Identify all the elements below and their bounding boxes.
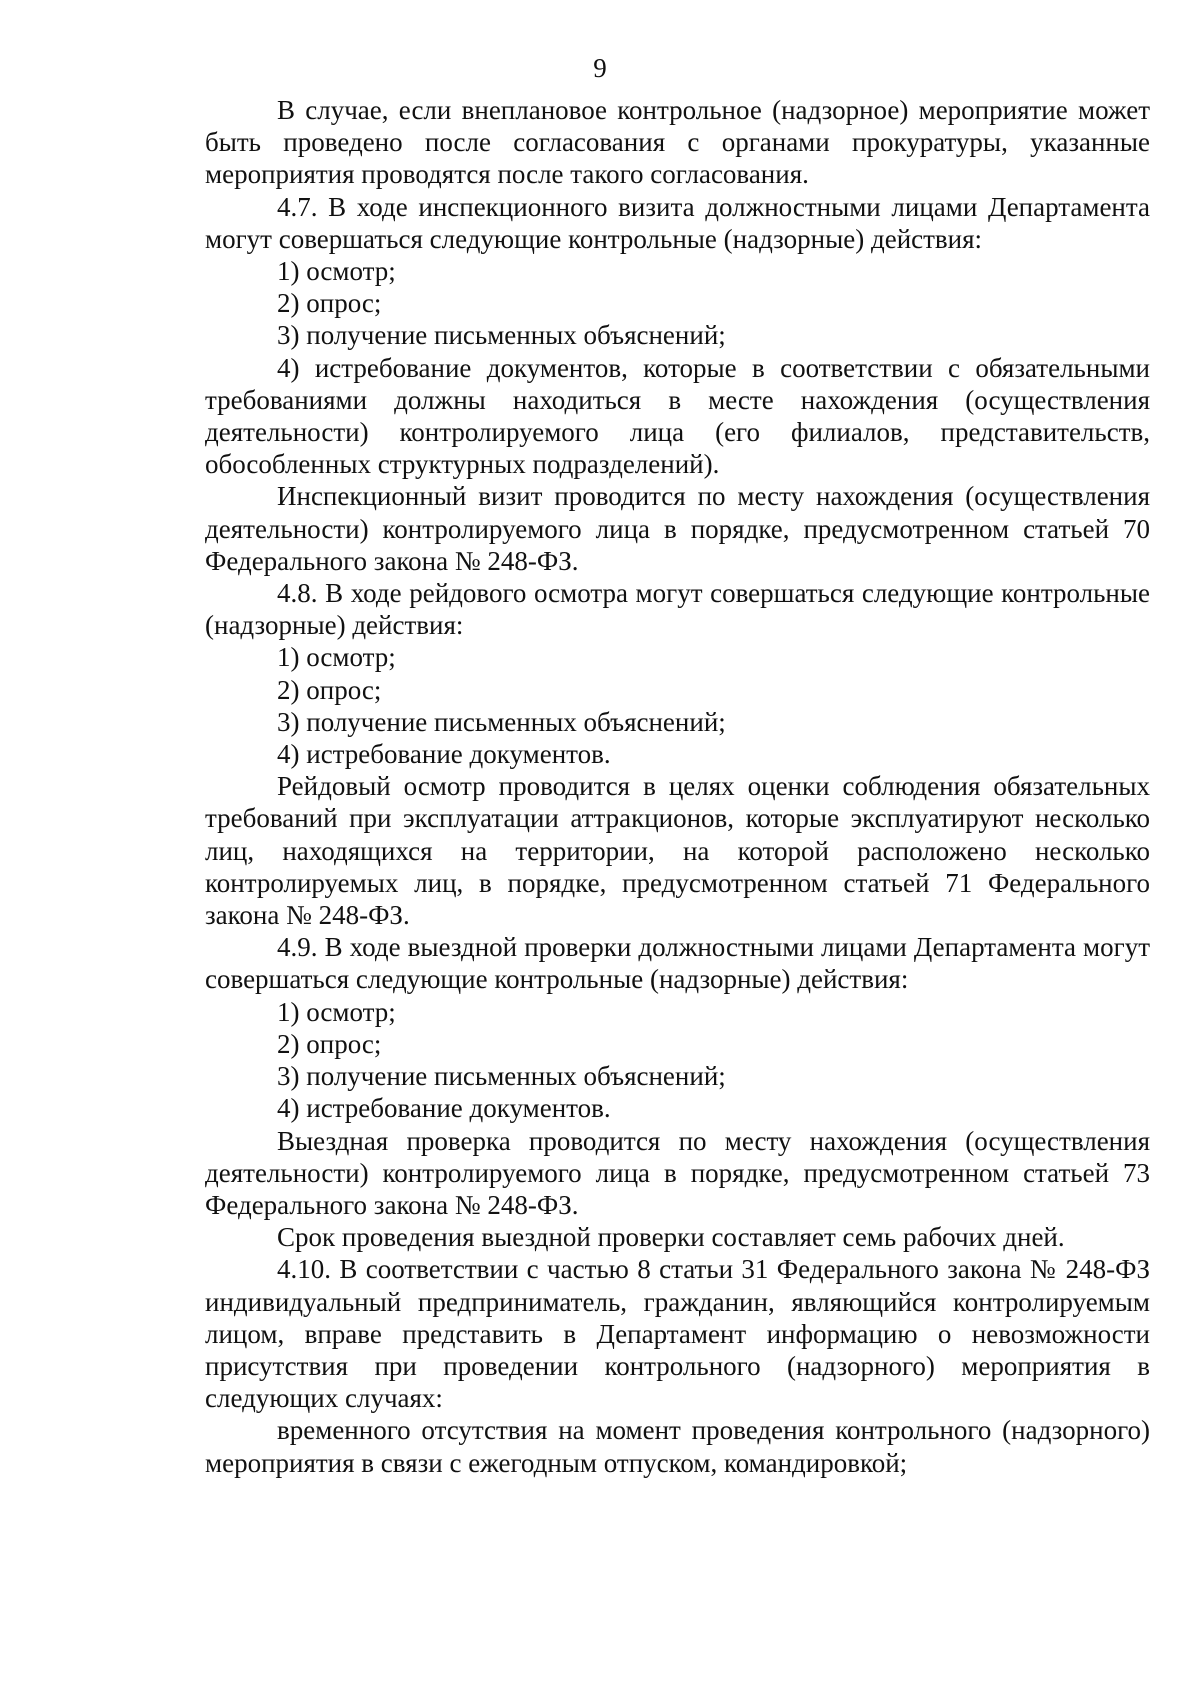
list-item: 3) получение письменных объяснений; [277,1061,726,1092]
list-item: 2) опрос; [277,674,382,705]
paragraph: Инспекционный визит проводится по месту нахождения (осуществления деятельности) контролируемого лица в порядке, предусмотренном статьей 70 Федерального закона № 248-ФЗ. [205,481,1150,576]
list-item: 2) опрос; [277,1028,382,1059]
paragraph: 4.9. В ходе выездной проверки должностными лицами Департамента могут совершаться следующие контрольные (надзорные) действия: [205,932,1150,995]
list-item: 4) истребование документов, которые в соответствии с обязательными требованиями должны находиться в месте нахождения (осуществления деятельности) контролируемого лица (его филиалов, представительств, обособленных структурных подразделений). [205,352,1150,480]
paragraph: Выездная проверка проводится по месту нахождения (осуществления деятельности) контролируемого лица в порядке, предусмотренном статьей 73 Федерального закона № 248-ФЗ. [205,1125,1150,1220]
page-number: 9 [593,53,607,83]
paragraph: 4.10. В соответствии с частью 8 статьи 31 Федерального закона № 248-ФЗ индивидуальный предприниматель, гражданин, являющийся контролируемым лицом, вправе представить в Департамент информацию о невозможности присутствия при проведении контрольного (надзорного) мероприятия в следующих случаях: [205,1254,1150,1414]
paragraph: 4.7. В ходе инспекционного визита должностными лицами Департамента могут совершаться следующие контрольные (надзорные) действия: [205,191,1150,254]
paragraph: В случае, если внеплановое контрольное (надзорное) мероприятие может быть проведено после согласования с органами прокуратуры, указанные мероприятия проводятся после такого согласования. [205,95,1150,190]
document-body [205,94,1150,1479]
paragraph: временного отсутствия на момент проведения контрольного (надзорного) мероприятия в связи с ежегодным отпуском, командировкой; [205,1415,1150,1478]
list-item: 4) истребование документов. [277,739,611,770]
paragraph: Срок проведения выездной проверки составляет семь рабочих дней. [277,1222,1065,1253]
list-item: 2) опрос; [277,288,382,319]
list-item: 3) получение письменных объяснений; [277,706,726,737]
list-item: 1) осмотр; [277,642,396,673]
list-item: 3) получение письменных объяснений; [277,320,726,351]
list-item: 4) истребование документов. [277,1093,611,1124]
list-item: 1) осмотр; [277,256,396,287]
paragraph: 4.8. В ходе рейдового осмотра могут совершаться следующие контрольные (надзорные) действия: [205,578,1150,641]
paragraph: Рейдовый осмотр проводится в целях оценки соблюдения обязательных требований при эксплуатации аттракционов, которые эксплуатируют несколько лиц, находящихся на территории, на которой расположено несколько контролируемых лиц, в порядке, предусмотренном статьей 71 Федерального закона № 248-ФЗ. [205,771,1150,931]
list-item: 1) осмотр; [277,996,396,1027]
